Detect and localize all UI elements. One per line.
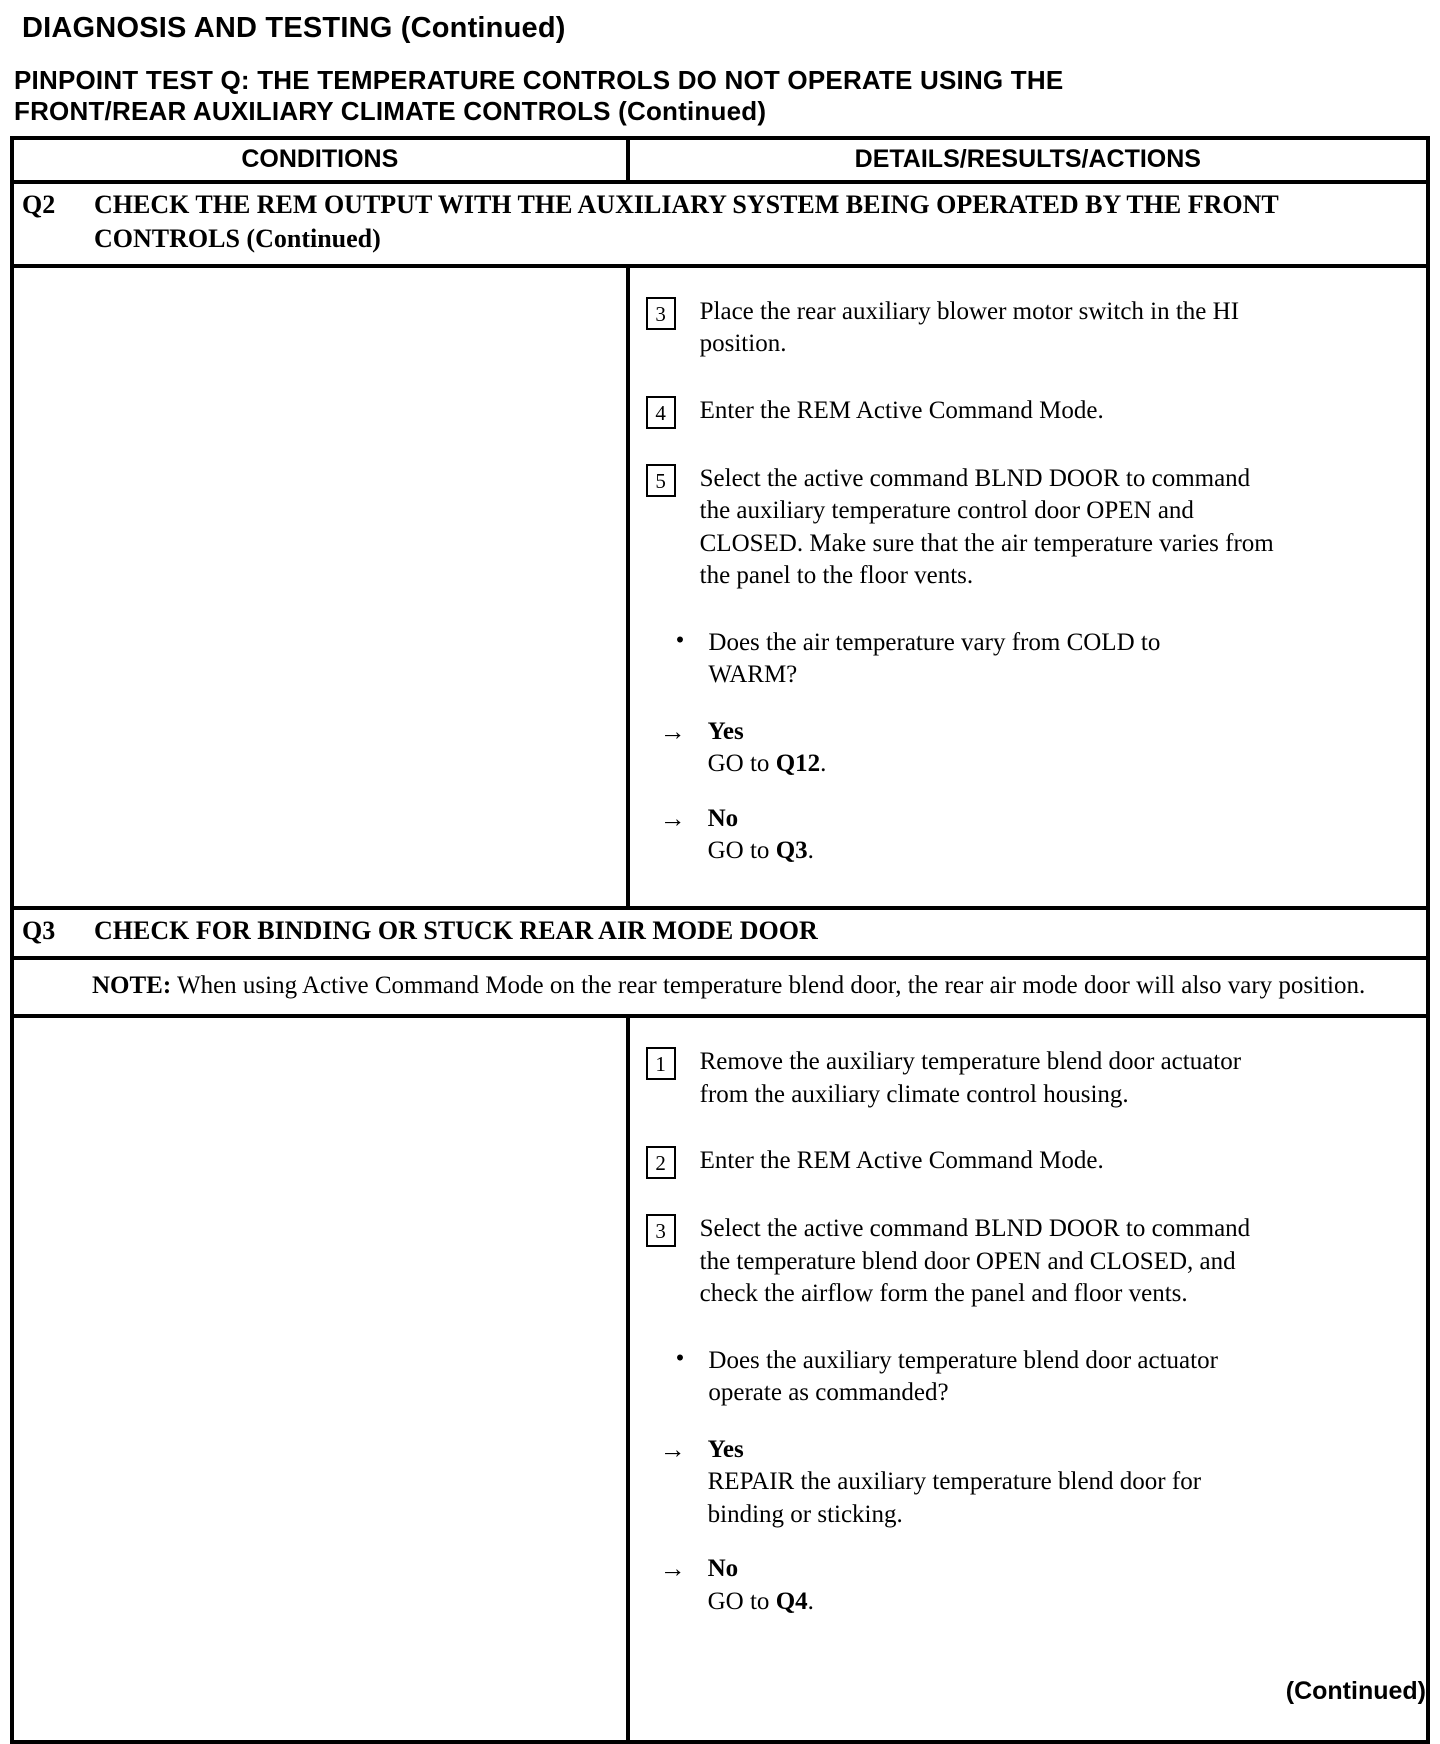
- details-cell-q2: [630, 268, 1426, 906]
- column-header-details: DETAILS/RESULTS/ACTIONS: [854, 145, 1201, 174]
- result-action: [708, 835, 814, 868]
- pinpoint-test-table: [10, 136, 1430, 1744]
- step-text: Remove the auxiliary temperature blend door actuator from the auxiliary climate control housing.: [699, 1048, 1242, 1108]
- section-id: Q3: [22, 915, 56, 945]
- section-content-q2: [14, 264, 1426, 906]
- action-text: GO to: [707, 1587, 776, 1615]
- step: [646, 395, 1408, 429]
- result-label: No: [707, 1555, 739, 1583]
- section-title-q3: [14, 906, 1426, 956]
- section-content-q3: [14, 1014, 1426, 1740]
- step-number-box: 5: [646, 464, 676, 497]
- result-body: [708, 803, 814, 868]
- action-text: REPAIR the auxiliary temperature blend door for binding or sticking.: [707, 1468, 1202, 1528]
- question-text: Does the auxiliary temperature blend door actuator operate as commanded?: [708, 1346, 1218, 1407]
- page-title: DIAGNOSIS AND TESTING (Continued): [22, 12, 566, 44]
- question-text: Does the air temperature vary from COLD to WARM?: [708, 628, 1161, 689]
- question-row: [676, 627, 1408, 692]
- step: [646, 1213, 1408, 1311]
- conditions-cell-q2: [14, 268, 630, 906]
- section-id: Q2: [22, 190, 56, 220]
- step-text: Enter the REM Active Command Mode.: [699, 396, 1104, 424]
- bullet-icon: •: [675, 1344, 685, 1372]
- note-label: NOTE:: [92, 971, 172, 999]
- result-label: Yes: [707, 1435, 744, 1463]
- section-title-text: CHECK THE REM OUTPUT WITH THE AUXILIARY SYSTEM BEING OPERATED BY THE FRONT CONTROLS (Continued): [94, 190, 1279, 254]
- note-text: When using Active Command Mode on the rear temperature blend door, the rear air mode door will also vary position.: [171, 971, 1366, 999]
- result-no: [660, 803, 1408, 868]
- arrow-right-icon: →: [659, 803, 686, 833]
- step-text: Place the rear auxiliary blower motor switch in the HI position.: [699, 297, 1240, 358]
- result-label: No: [707, 804, 739, 832]
- result-action: [708, 1466, 1238, 1531]
- table-header-row: [14, 140, 1426, 180]
- step: [646, 463, 1408, 593]
- result-body: [708, 716, 827, 781]
- step-number-box: 2: [646, 1146, 676, 1179]
- details-cell-q3: [630, 1018, 1426, 1740]
- action-suffix: .: [820, 750, 827, 778]
- arrow-right-icon: →: [659, 1434, 686, 1464]
- action-target: Q12: [775, 750, 821, 778]
- result-body: [708, 1434, 1238, 1532]
- action-suffix: .: [807, 1587, 814, 1615]
- step: [646, 1046, 1408, 1111]
- arrow-right-icon: →: [659, 716, 686, 746]
- section-title-q2: [14, 180, 1426, 264]
- action-target: Q4: [775, 1587, 808, 1615]
- note-row: [14, 956, 1426, 1015]
- step-text: Enter the REM Active Command Mode.: [699, 1147, 1104, 1175]
- result-yes: [660, 716, 1408, 781]
- action-text: GO to: [707, 750, 776, 778]
- action-suffix: .: [807, 837, 814, 865]
- question-row: [676, 1345, 1408, 1410]
- action-target: Q3: [775, 837, 808, 865]
- bullet-icon: •: [675, 626, 685, 654]
- step-text: Select the active command BLND DOOR to command the temperature blend door OPEN and CLOSED, and check the airflow form the panel and floor vents.: [699, 1215, 1251, 1308]
- conditions-cell-q3: [14, 1018, 630, 1740]
- continued-footer: (Continued): [1285, 1677, 1426, 1705]
- step-text: Select the active command BLND DOOR to command the auxiliary temperature control door OPEN and CLOSED. Make sure that the air temperature varies from the panel to the floor vents.: [699, 464, 1274, 590]
- result-action: [708, 748, 827, 781]
- result-action: [708, 1586, 814, 1619]
- step: [646, 1145, 1408, 1179]
- arrow-right-icon: →: [659, 1554, 686, 1584]
- step-number-box: 3: [646, 297, 676, 330]
- action-text: GO to: [707, 837, 776, 865]
- result-label: Yes: [707, 717, 744, 745]
- step: [646, 296, 1408, 361]
- result-body: [708, 1553, 814, 1618]
- pinpoint-test-heading: PINPOINT TEST Q: THE TEMPERATURE CONTROLS DO NOT OPERATE USING THE FRONT/REAR AUXILIARY CLIMATE CONTROLS (Continued): [14, 65, 1064, 126]
- section-title-text: CHECK FOR BINDING OR STUCK REAR AIR MODE DOOR: [94, 915, 818, 945]
- result-yes: [660, 1434, 1408, 1532]
- step-number-box: 3: [646, 1214, 676, 1247]
- step-number-box: 4: [646, 396, 676, 429]
- column-header-conditions: CONDITIONS: [14, 140, 630, 180]
- result-no: [660, 1553, 1408, 1618]
- step-number-box: 1: [646, 1047, 676, 1080]
